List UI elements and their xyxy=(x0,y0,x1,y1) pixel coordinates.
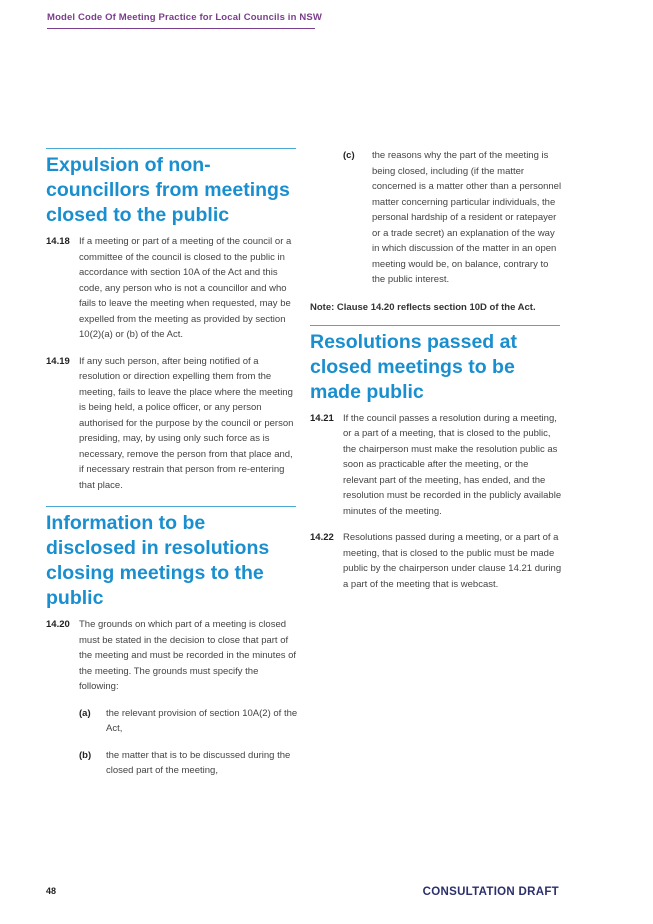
draft-label: CONSULTATION DRAFT xyxy=(422,886,559,898)
clause-number: 14.19 xyxy=(46,355,70,367)
section-heading-expulsion: Expulsion of non-councillors from meetings closed to the public xyxy=(46,154,290,226)
clause-14-18 xyxy=(46,234,298,343)
clause-14-20 xyxy=(46,617,298,695)
note: Note: Clause 14.20 reflects section 10D of the Act. xyxy=(310,301,536,313)
section-divider xyxy=(46,148,296,149)
section-divider xyxy=(46,506,296,507)
clause-text: If a meeting or part of a meeting of the council or a committee of the council is closed to the public in accordance with section 10A of the Act and this code, any person who is not a councillor and who fails to leave the meeting when requested, may be expelled from the meeting as provided by section 10(2)(a) or (b) of the Act. xyxy=(79,236,292,340)
subitem-a xyxy=(46,706,298,737)
subitem-letter: (a) xyxy=(79,707,91,719)
clause-text: If the council passes a resolution during a meeting, or a part of a meeting, that is closed to the public, the chairperson must make the resolution public as soon as practicable after the meeting, or the relevant part of the meeting, has ended, and the resolution must be recorded in the publicly available minutes of the meeting. xyxy=(343,412,562,517)
subitem-letter: (b) xyxy=(79,749,92,761)
page-number: 48 xyxy=(46,886,57,896)
clause-text: Resolutions passed during a meeting, or a part of a meeting, that is closed to the public must be made public by the chairperson under clause 14.21 during a part of the meeting that is webcast. xyxy=(343,532,562,590)
subitem-letter: (c) xyxy=(343,150,355,161)
section-heading-resolutions: Resolutions passed at closed meetings to be made public xyxy=(310,330,517,403)
document-title: Model Code Of Meeting Practice for Local Councils in NSW xyxy=(47,12,322,23)
subitem-c xyxy=(310,148,562,288)
clause-14-19 xyxy=(46,354,298,494)
clause-text: If any such person, after being notified of a resolution or direction expelling them from the meeting, fails to leave the place where the meeting is being held, a police officer, or any person authorised for the purpose by the council or person presiding, may, by using only such force as is necessary, remove the person from that place and, if necessary restrain that person from re-entering that place. xyxy=(79,355,294,491)
header-divider xyxy=(47,28,315,29)
subitem-b xyxy=(46,748,298,779)
clause-text: The grounds on which part of a meeting is closed must be stated in the decision to close that part of the meeting and must be recorded in the minutes of the meeting. The grounds must specify the following: xyxy=(79,619,297,692)
clause-number: 14.22 xyxy=(310,532,334,543)
clause-number: 14.18 xyxy=(46,236,70,247)
clause-14-21 xyxy=(310,411,562,520)
clause-14-22 xyxy=(310,530,562,592)
section-heading-information: Information to be disclosed in resolutions closing meetings to the public xyxy=(46,512,270,609)
subitem-text: the relevant provision of section 10A(2) of the Act, xyxy=(106,707,298,734)
left-column xyxy=(46,148,298,779)
subitem-text: the matter that is to be discussed during the closed part of the meeting, xyxy=(106,749,291,776)
subitem-text: the reasons why the part of the meeting is being closed, including (if the matter concerned is a matter other than a personnel matter concerning particular individuals, the personal hardship of a resident or ratepayer or a trade secret) an explanation of the way in which discussion of the matter in an open meeting would be, on balance, contrary to the public interest. xyxy=(372,150,562,285)
running-header xyxy=(47,12,322,29)
clause-number: 14.20 xyxy=(46,619,70,630)
clause-number: 14.21 xyxy=(310,412,334,424)
section-divider xyxy=(310,325,560,326)
right-column xyxy=(310,148,562,592)
